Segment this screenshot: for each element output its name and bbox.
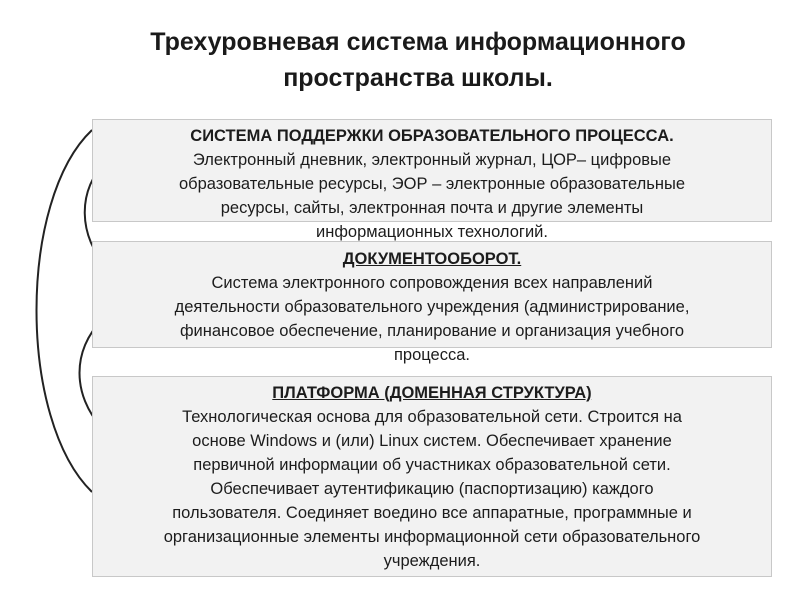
title-line-1: Трехуровневая система информационного (150, 28, 686, 56)
level-text-line: Система электронного сопровождения всех направлений (211, 274, 653, 292)
level-text-line: финансовое обеспечение, планирование и организация учебного (179, 322, 685, 340)
level-heading: ДОКУМЕНТООБОРОТ. (342, 250, 522, 268)
level-heading: ПЛАТФОРМА (ДОМЕННАЯ СТРУКТУРА) (272, 384, 592, 402)
level-text-line: деятельности образовательного учреждения (администрирование, (174, 298, 690, 316)
level-text-line: пользователя. Соединяет воедино все аппаратные, программные и (172, 504, 692, 522)
level-text-line: Обеспечивает аутентификацию (паспортизацию) каждого (210, 480, 654, 498)
level-text-line: учреждения. (383, 552, 481, 570)
level-box-support-system (92, 119, 772, 241)
level-text-line: первичной информации об участниках образовательной сети. (193, 456, 671, 474)
level-text-line: процесса. (394, 346, 470, 364)
level-text-line: ресурсы, сайты, электронная почта и другие элементы (220, 199, 644, 217)
page-title (60, 24, 776, 96)
level-heading: СИСТЕМА ПОДДЕРЖКИ ОБРАЗОВАТЕЛЬНОГО ПРОЦЕССА. (190, 127, 674, 145)
level-text-line: Технологическая основа для образовательной сети. Строится на (182, 408, 682, 426)
outer-bracket-arc (37, 130, 93, 492)
level-text-line: организационные элементы информационной сети образовательного (163, 528, 701, 546)
level-text-line: информационных технологий. (316, 223, 548, 241)
title-line-2: пространства школы. (283, 64, 553, 92)
level-text-line: основе Windows и (или) Linux систем. Обеспечивает хранение (192, 432, 672, 450)
level-box-document-flow (92, 241, 772, 364)
level-box-platform (92, 376, 772, 577)
level-text-line: Электронный дневник, электронный журнал, ЦОР– цифровые (192, 151, 672, 169)
level-text-line: образовательные ресурсы, ЭОР – электронные образовательные (178, 175, 685, 193)
